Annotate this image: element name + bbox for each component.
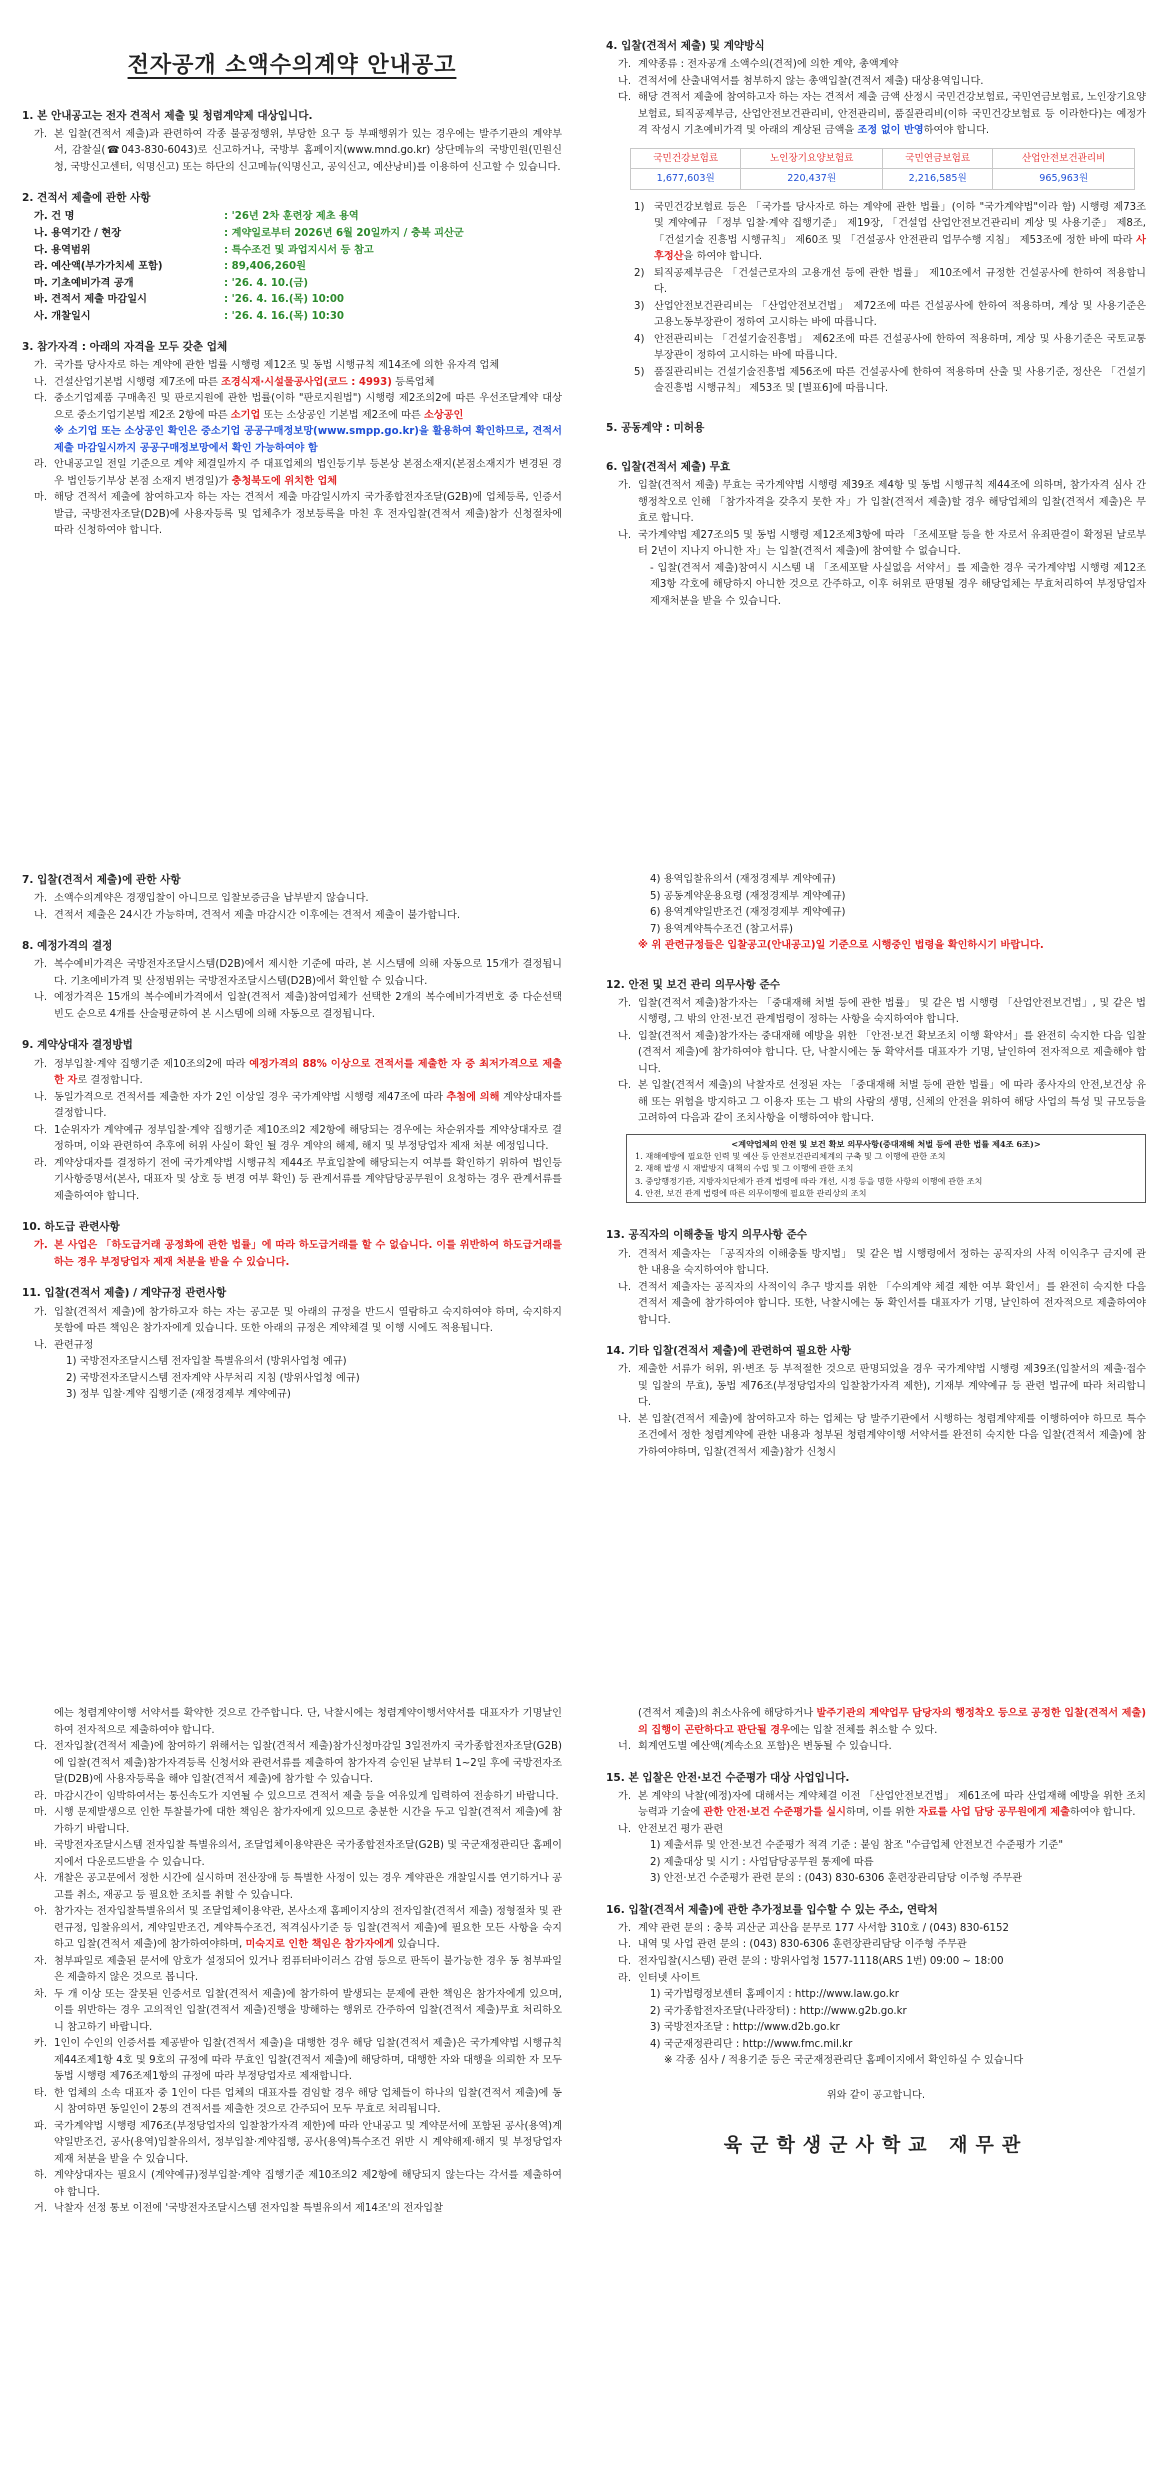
section-8-heading: 8. 예정가격의 결정 [22,940,113,953]
rates-header-cell: 국민연금보험료 [882,148,992,169]
section-9-item: 가. 정부입찰·계약 집행기준 제10조의2에 따라 예정가격의 88% 이상으로 견적서를 제출한 자 중 최저가격으로 제출한 자로 결정합니다. [34,1058,562,1087]
bid-info-row: 사. 개찰일시 : '26. 4. 16.(목) 10:30 [34,310,345,322]
section-13-heading: 13. 공직자의 이해충돌 방지 의무사항 준수 [606,1229,807,1242]
section-7-item: 가. 소액수의계약은 경쟁입찰이 아니므로 입찰보증금을 납부받지 않습니다. [34,893,369,905]
section-15-item: 가. 본 계약의 낙찰(예정)자에 대해서는 계약체결 이전 「산업안전보건법」 제61조에 따라 산업재해 예방을 위한 조치능력과 기술에 관한 안전·보건 수준평가를 실시하며, 이를 위한 자료를 사업 담당 공무원에게 제출하여야 합니다. [618,1790,1146,1819]
section-14-item: 가. 제출한 서류가 허위, 위·변조 등 부적절한 것으로 판명되었을 경우 국가계약법 시행령 제39조(입찰서의 제출·접수 및 입찰의 무효), 동법 제76조(부정당업자의 입찰참가자격 제한), 기재부 계약예규 등 관련 법규에 따라 처리합니다. [618,1364,1146,1409]
section-14-item: 거. 낙찰자 선정 통보 이전에 '국방전자조달시스템 전자입찰 특별유의서 제14조'의 전자입찰 [34,2203,443,2215]
bid-info-row: 다. 용역범위 : 특수조건 및 과업지시서 등 참고 [34,244,374,256]
page-5 [22,1706,562,2218]
section-4-item: 다. 해당 견적서 제출에 참여하고자 하는 자는 견적서 제출 금액 산정시 국민건강보험료, 국민연금보험료, 노인장기요양보험료, 퇴직공제부금, 산업안전보건관리비, 안전관리비, 품질관리비(이하 국민건강보험료 등 이라한다)는 예정가격 작성시 기초예비가격 및 아래의 계상된 금액을 조정 없이 반영하여야 합니다. [618,92,1146,137]
regulation-item: 6) 용역계약일반조건 (재정경제부 계약예규) [650,907,846,919]
safety-duty-box [626,1134,1146,1203]
bid-info-row: 바. 견적서 제출 마감일시 : '26. 4. 16.(목) 10:00 [34,294,345,306]
section-12-item: 나. 입찰(견적서 제출)참가자는 중대재해 예방을 위한 「안전·보건 확보조치 이행 확약서」를 완전히 숙지한 다음 입찰(견적서 제출)에 참가하여야 합니다. 단, 낙찰시에는 동 확약서를 대표자가 기명, 날인하여 전자적으로 제출해야 합니다. [618,1030,1146,1075]
section-16-heading: 16. 입찰(견적서 제출)에 관한 추가정보를 입수할 수 있는 주소, 연락처 [606,1903,938,1916]
regulation-item: 1) 국방전자조달시스템 전자입찰 특별유의서 (방위사업청 예규) [66,1356,347,1368]
section-6-note: - 입찰(견적서 제출)참여시 시스템 내 「조세포탈 사실없음 서약서」를 제출한 경우 국가계약법 시행령 제12조제3항 각호에 해당하지 아니한 것으로 간주하고, 이후 허위로 판명될 경우 해당업체는 무효처리하여 부정당업자 제재처분을 받을 수 있습니다. [650,562,1146,607]
regulation-item: 2) 국방전자조달시스템 전자계약 사무처리 지침 (방위사업청 예규) [66,1372,360,1384]
safety-box-item: 4. 안전, 보건 관계 법령에 따른 의무이행에 필요한 관리상의 조치 [635,1188,867,1199]
website-link[interactable]: 2) 국가종합전자조달(나라장터) : http://www.g2b.go.kr [650,2005,907,2017]
safety-box-item: 1. 재해예방에 필요한 인력 및 예산 등 안전보건관리체계의 구축 및 그 이행에 관한 조치 [635,1151,946,1162]
insurance-rates-table [630,148,1135,190]
section-13-item: 가. 견적서 제출자는 「공직자의 이해충돌 방지법」 및 같은 법 시행령에서 정하는 공직자의 사적 이익추구 금지에 관한 내용을 숙지하여야 합니다. [618,1248,1146,1277]
bid-info-row: 가. 건 명 : '26년 2차 훈련장 제초 용역 [34,211,359,223]
section-3-item: 라. 안내공고일 전일 기준으로 계약 체결일까지 주 대표업체의 법인등기부 등본상 본점소재지(본점소재지가 변경된 경우 법인등기부상 본점 소재지 변경일)가 충청북도에 위치한 업체 [34,459,562,487]
section-4-note: 4) 안전관리비는 「건설기술진흥법」 제62조에 따른 건설공사에 한하여 적용하며, 계상 및 사용기준은 국토교통부장관이 정하여 고시하는 바에 따릅니다. [634,333,1146,362]
section-9-item: 라. 계약상대자를 결정하기 전에 국가계약법 시행규칙 제44조 무효입찰에 해당되는지 여부를 확인하기 위하여 법인등기사항증명서(본사, 대표자 및 상호 등 변경 여부 확인) 등 관계서류를 계약담당공무원이 요청하는 경우 관계서류를 제출하여야 합니다. [34,1157,562,1202]
safety-eval-item: 3) 안전·보건 수준평가 관련 문의 : (043) 830-6306 훈련장관리담당 이주형 주무관 [650,1873,1022,1885]
section-16-item: 나. 내역 및 사업 관련 문의 : (043) 830-6306 훈련장관리담당 이주형 주무관 [618,1939,967,1951]
section-1-item: 가. 본 입찰(견적서 제출)과 관련하여 각종 불공정행위, 부당한 요구 등 부패행위가 있는 경우에는 발주기관의 계약부서, 감찰실(☎043-830-6043)로 신고하거나, 국방부 홈페이지(www.mnd.go.kr) 상단메뉴의 국방민원(민원신청, 국방신고센터, 익명신고) 또는 하단의 신고메뉴(익명신고, 공익신고, 예산낭비)를 이용하여 신고할 수 있습니다. [34,128,562,173]
section-11-item: 가. 입찰(견적서 제출)에 참가하고자 하는 자는 공고문 및 아래의 규정을 반드시 열람하고 숙지하여야 하며, 숙지하지 못함에 따른 책임은 참가자에게 있습니다. 또한 아래의 규정은 계약체결 및 이행 시에도 적용됩니다. [34,1306,562,1335]
section-9-heading: 9. 계약상대자 결정방법 [22,1039,133,1052]
section-1-heading: 1. 본 안내공고는 전자 견적서 제출 및 청렴계약제 대상입니다. [22,109,313,122]
section-5-heading: 5. 공동계약 : 미허용 [606,421,705,434]
signature: 육군학생군사학교 재무관 [723,2134,1029,2157]
rates-header-cell: 산업안전보건관리비 [993,148,1135,169]
page-3 [22,872,562,1404]
regulation-notice: ※ 위 관련규정들은 입찰공고(안내공고)일 기준으로 시행중인 법령을 확인하시기 바랍니다. [638,940,1044,952]
website-link[interactable]: 1) 국가법령정보센터 홈페이지 : http://www.law.go.kr [650,1989,899,2001]
page-1 [22,38,562,540]
document-title: 전자공개 소액수의계약 안내공고 [127,52,457,78]
safety-eval-item: 2) 제출대상 및 시기 : 사업담당공무원 통제에 따름 [650,1856,874,1868]
section-10-item: 가. 본 사업은 「하도급거래 공정화에 관한 법률」에 따라 하도급거래를 할 수 없습니다. 이를 위반하여 하도급거래를 하는 경우 부정당업자 제재 처분을 받을 수 있습니다. [34,1240,562,1268]
website-link[interactable]: 4) 국군재정관리단 : http://www.fmc.mil.kr [650,2038,853,2050]
section-13-item: 나. 견적서 제출자는 공직자의 사적이익 추구 방지를 위한 「수의계약 체결 제한 여부 확인서」를 완전히 숙지한 다음 견적서 제출에 참가하여야 합니다. 또한, 낙찰시에는 동 확인서를 대표자가 기명, 날인하여 전자적으로 제출하여야 합니다. [618,1281,1146,1326]
section-8-item: 나. 예정가격은 15개의 복수예비가격에서 입찰(견적서 제출)참여업체가 선택한 2개의 복수예비가격번호 중 다순선택 빈도 순으로 4개를 산술평균하여 본 시스템에 의해 자동으로 결정됩니다. [34,992,562,1020]
bid-info-row: 라. 예산액(부가가치세 포함) : 89,406,260원 [34,261,306,273]
section-4-heading: 4. 입찰(견적서 제출) 및 계약방식 [606,40,765,52]
section-14-item: 자. 첨부파일로 제출된 문서에 암호가 설정되어 있거나 컴퓨터바이러스 감염 등으로 판독이 불가능한 경우 동 첨부파일은 제출하지 않은 것으로 봅니다. [34,1955,562,1984]
section-2-heading: 2. 견적서 제출에 관한 사항 [22,192,151,205]
regulation-item: 5) 공동계약운용요령 (재정경제부 계약예규) [650,890,846,902]
section-4-item: 나. 견적서에 산출내역서를 첨부하지 않는 총액입찰(견적서 제출) 대상용역입니다. [618,75,984,87]
section-6-item: 가. 입찰(견적서 제출) 무효는 국가계약법 시행령 제39조 제4항 및 동법 시행규칙 제44조에 의하며, 참가자격 심사 간 행정착오로 인해 「참가자격을 갖추지 못한 자」가 입찰(견적서 제출)할 경우 해당업체의 입찰(견적서 제출)은 무효로 합니다. [618,480,1146,525]
rates-value-cell: 965,963원 [993,169,1135,190]
page-6 [606,1706,1146,2161]
website-note: ※ 각종 심사 / 적용기준 등은 국군재정관리단 홈페이지에서 확인하실 수 있습니다 [664,2055,1024,2067]
section-14-heading: 14. 기타 입찰(견적서 제출)에 관련하여 필요한 사항 [606,1345,852,1358]
section-12-heading: 12. 안전 및 보건 관리 의무사항 준수 [606,978,780,991]
section-11-heading: 11. 입찰(견적서 제출) / 계약규정 관련사항 [22,1287,227,1300]
website-link[interactable]: 3) 국방전자조달 : http://www.d2b.go.kr [650,2022,840,2034]
rates-value-cell: 220,437원 [741,169,883,190]
closing-statement: 위와 같이 공고합니다. [826,2089,926,2101]
section-12-item: 가. 입찰(견적서 제출)참가자는 「중대재해 처벌 등에 관한 법률」 및 같은 법 시행령 「산업안전보건법」, 및 같은 법 시행령, 그 밖의 안전·보건 관계법령이 정하는 사항을 숙지하여야 합니다. [618,997,1146,1026]
section-3-heading: 3. 참가자격 : 아래의 자격을 모두 갖춘 업체 [22,341,228,354]
section-14-item: 아. 참가자는 전자입찰특별유의서 및 조달업체이용약관, 본사소재 홈페이지상의 전자입찰(견적서 제출) 정형절차 및 관련규정, 입찰유의서, 계약일반조건, 계약특수조건, 적격심사기준 등 입찰(견적서 제출)에 필요한 모든 사항을 숙지하고 입찰(견적서 제출)에 참가하여야하며, 미숙지로 인한 책임은 참가자에게 있습니다. [34,1906,562,1951]
section-12-item: 다. 본 입찰(견적서 제출)의 낙찰자로 선정된 자는 「중대재해 처벌 등에 관한 법률」에 따라 종사자의 안전,보건상 유해 또는 위험을 방지하고 그 이용자 또는 그 밖의 사람의 생명, 신체의 안전을 위하여 해당 사업의 특성 및 규모등을 고려하여 다음과 같이 조치사항을 이행하여야 합니다. [618,1080,1146,1125]
bid-info-row: 나. 용역기간 / 현장 : 계약일로부터 2026년 6월 20일까지 / 충북 괴산군 [34,228,464,239]
section-15-heading: 15. 본 입찰은 안전·보건 수준평가 대상 사업입니다. [606,1771,850,1784]
section-7-heading: 7. 입찰(견적서 제출)에 관한 사항 [22,874,181,886]
section-14-item: 사. 개찰은 공고문에서 정한 시간에 실시하며 전산장애 등 특별한 사정이 있는 경우 계약관은 개찰일시를 연기하거나 공고를 취소, 재공고 등 필요한 조치를 취할 수 있습니다. [34,1873,562,1901]
section-16-item: 가. 계약 관련 문의 : 충북 괴산군 괴산읍 문무로 177 사서함 310호 / (043) 830-6152 [618,1922,1009,1934]
section-3-item: 나. 건설산업기본법 시행령 제7조에 따른 조경식재·시설물공사업(코드 : 4993) 등록업체 [34,376,435,388]
regulation-item: 3) 정부 입찰·계약 집행기준 (재정경제부 계약예규) [66,1389,291,1401]
section-15-item: 나. 안전보건 평가 관련 [618,1823,724,1835]
page-4 [606,872,1146,1461]
regulation-item: 4) 용역입찰유의서 (재정경제부 계약예규) [650,874,836,885]
section-14-item: 라. 마감시간이 임박하여서는 통신속도가 지연될 수 있으므로 견적서 제출 등을 여유있게 입력하여 전송하기 바랍니다. [34,1790,559,1802]
regulation-item: 7) 용역계약특수조건 (참고서류) [650,923,793,935]
section-6-item: 나. 국가계약법 제27조의5 및 동법 시행령 제12조제3항에 따라 「조세포탈 등을 한 자로서 유죄판결이 확정된 날로부터 2년이 지나지 아니한 자」는 입찰(견적서 제출)에 참여할 수 없습니다. [618,529,1146,558]
bid-info-row: 마. 기초예비가격 공개 : '26. 4. 10.(금) [34,277,309,289]
section-7-item: 나. 견적서 제출은 24시간 가능하며, 견적서 제출 마감시간 이후에는 견적서 제출이 불가합니다. [34,909,461,921]
section-14-item-continued: 에는 청렴계약이행 서약서를 확약한 것으로 간주합니다. 단, 낙찰시에는 청렴계약이행서약서를 대표자가 기명날인하여 전자적으로 제출하여야 합니다. [54,1708,562,1736]
rates-value-cell: 2,216,585원 [882,169,992,190]
section-10-heading: 10. 하도급 관련사항 [22,1221,120,1234]
section-14-item: 바. 국방전자조달시스템 전자입찰 특별유의서, 조달업체이용약관은 국가종합전자조달(G2B) 및 국군재정관리단 홈페이지에서 다운로드받을 수 있습니다. [34,1840,562,1868]
safety-box-item: 3. 중앙행정기관, 지방자치단체가 관계 법령에 따라 개선, 시정 등을 명한 사항의 이행에 관한 조치 [635,1175,983,1186]
section-14-item: 너. 회계연도별 예산액(계속소요 포함)은 변동될 수 있습니다. [618,1741,892,1753]
section-16-item: 라. 인터넷 사이트 [618,1972,701,1984]
section-4-note: 1) 국민건강보험료 등은 「국가를 당사자로 하는 계약에 관한 법률」(이하 "국가계약법"이라 함) 시행령 제73조 및 계약예규 「정부 입찰·계약 집행기준」 제19장, 「건설업 산업안전보건관리비 계상 및 사용기준」 제8조, 「건설기술 진흥법 시행규칙」 제60조 및 「건설공사 안전관리 업무수행 지침」 제53조에 정한 바에 따라 사후정산을 하여야 합니다. [634,201,1146,263]
section-4-note: 2) 퇴직공제부금은 「건설근로자의 고용개선 등에 관한 법률」 제10조에서 규정한 건설공사에 한하여 적용합니다. [634,267,1146,296]
safety-eval-item: 1) 제출서류 및 안전·보건 수준평가 적격 기준 : 붙임 참조 "수급업체 안전보건 수준평가 기준" [650,1840,1064,1852]
section-3-item: 가. 국가를 당사자로 하는 계약에 관한 법률 시행령 제12조 및 동법 시행규칙 제14조에 의한 유자격 업체 [34,360,500,372]
section-6-heading: 6. 입찰(견적서 제출) 무효 [606,461,731,474]
section-14-item: 마. 시행 문제발생으로 인한 투찰불가에 대한 책임은 참가자에게 있으므로 충분한 시간을 두고 입찰(견적서 제출)에 참가하기 바랍니다. [34,1807,562,1835]
rates-header-cell: 노인장기요양보험료 [741,148,883,169]
section-16-item: 다. 전자입찰(시스템) 관련 문의 : 방위사업청 1577-1118(ARS 1번) 09:00 ~ 18:00 [618,1955,1004,1967]
section-3-item: 다. 중소기업제품 구매촉진 및 판로지원에 관한 법률(이하 "판로지원법") 시행령 제2조의2에 따른 우선조달계약 대상으로 중소기업기본법 제2조 2항에 따른 소기업 또는 소상공인 기본법 제2조에 따른 소상공인 [34,393,562,421]
section-4-note: 5) 품질관리비는 건설기술진흥법 제56조에 따른 건설공사에 한하여 적용하며 산출 및 사용기준, 정산은 「건설기술진흥법 시행규칙」 제53조 및 [별표6]에 따릅니다. [634,366,1146,395]
section-4-note: 3) 산업안전보건관리비는 「산업안전보건법」 제72조에 따른 건설공사에 한하여 적용하며, 계상 및 사용기준은 고용노동부장관이 정하여 고시하는 바에 따릅니다. [634,300,1146,329]
section-9-item: 나. 동일가격으로 견적서를 제출한 자가 2인 이상일 경우 국가계약법 시행령 제47조에 따라 추첨에 의해 계약상대자를 결정합니다. [34,1091,562,1120]
section-14-item: 타. 한 업체의 소속 대표자 중 1인이 다른 업체의 대표자를 겸임할 경우 해당 업체들이 하나의 입찰(견적서 제출)에 동시 참여하면 동일인이 2통의 견적서를 제출한 것으로 간주되어 모두 무효로 처리됩니다. [34,2087,562,2116]
section-8-item: 가. 복수예비가격은 국방전자조달시스템(D2B)에서 제시한 기준에 따라, 본 시스템에 의해 자동으로 15개가 결정됩니다. 기초예비가격 및 산정범위는 국방전자조달시스템(D2B)에서 확인할 수 있습니다. [34,959,562,987]
section-14-item: 하. 계약상대자는 필요시 (계약예규)정부입찰·계약 집행기준 제10조의2 제2항에 해당되지 않는다는 각서를 제출하여야 합니다. [34,2170,562,2198]
page-2 [606,38,1146,610]
section-4-item: 가. 계약종류 : 전자공개 소액수의(견적)에 의한 계약, 총액계약 [618,59,899,71]
section-14-item: 카. 1인이 수인의 인증서를 제공받아 입찰(견적서 제출)을 대행한 경우 해당 입찰(견적서 제출)은 국가계약법 시행규칙 제44조제1항 4호 및 9호의 규정에 따라 무효인 입찰(견적서 제출)에 해당하며, 대행한 자와 대행을 의뢰한 자 모두 동법 시행령 제76조제1항의 규정에 따라 부정당업자로 제재합니다. [34,2038,562,2083]
section-11-item: 나. 관련규정 [34,1339,94,1351]
section-14-item-continued: (견적서 제출)의 취소사유에 해당하거나 발주기관의 계약업무 담당자의 행정착오 등으로 공정한 입찰(견적서 제출)의 집행이 곤란하다고 판단될 경우에는 입찰 전체를 취소할 수 있다. [638,1708,1147,1736]
section-3-item: 마. 해당 견적서 제출에 참여하고자 하는 자는 견적서 제출 마감일시까지 국가종합전자조달(G2B)에 업체등록, 인증서 발급, 국방전자조달(D2B)에 사용자등록 및 업체추가 정보등록을 마친 후 전자입찰(견적서 제출)참가 신청절차에 따라 신청하여야 합니다. [34,492,562,537]
safety-box-title: <계약업체의 안전 및 보건 확보 의무사항(중대재해 처벌 등에 관한 법률 제4조 6조)> [731,1138,1041,1149]
section-14-item: 차. 두 개 이상 또는 잘못된 인증서로 입찰(견적서 제출)에 참가하여 발생되는 문제에 관한 책임은 참가자에게 있으며, 이를 위반하는 경우 고의적인 입찰(견적서 제출)진행을 방해하는 행위로 간주하여 입찰(견적서 제출)무효 처리하오니 참고하기 바랍니다. [34,1988,562,2033]
rates-value-cell: 1,677,603원 [631,169,741,190]
safety-box-item: 2. 재해 발생 시 재발방지 대책의 수립 및 그 이행에 관한 조치 [635,1163,854,1174]
section-9-item: 다. 1순위자가 계약예규 정부입찰·계약 집행기준 제10조의2 제2항에 해당되는 경우에는 차순위자를 계약상대자로 결정하며, 이와 관련하여 추후에 허위 사실이 확인 될 경우 계약의 해제, 해지 및 부정당업자 제재 처분 예정입니다. [34,1124,562,1153]
rates-header-cell: 국민건강보험료 [631,148,741,169]
section-14-item: 다. 전자입찰(견적서 제출)에 참여하기 위해서는 입찰(견적서 제출)참가신청마감일 3일전까지 국가종합전자조달(G2B)에 입찰(견적서 제출)참가자격등록 신청서와 관련서류를 제출하여 참가자격 승인된 날부터 1~2일 후에 국방전자조달(D2B)에 사용자등록을 해야 입찰(견적서 제출)에 참가할 수 있습니다. [34,1741,562,1786]
section-14-item: 파. 국가계약법 시행령 제76조(부정당업자의 입찰참가자격 제한)에 따라 안내공고 및 계약문서에 포함된 공사(용역)계약일반조건, 공사(용역)입찰유의서, 정부입찰·계약집행, 공사(용역)특수조건 위반 시 계약해제·해지 및 부정당업자 제재 처분을 받을 수 있습니다. [34,2120,562,2165]
sme-notice: ※ 소기업 또는 소상공인 확인은 중소기업 공공구매정보망(www.smpp.go.kr)을 활용하여 확인하므로, 견적서 제출 마감일시까지 공공구매정보망에서 확인 가능하여야 함 [54,426,562,454]
section-14-item: 나. 본 입찰(견적서 제출)에 참여하고자 하는 업체는 당 발주기관에서 시행하는 청렴계약제를 이행하여야 하므로 특수조건에서 정한 청렴계약에 관한 내용과 청부된 청렴계약이행 서약서를 완전히 숙지한 다음 입찰(견적서 제출)에 참가하여야하며, 입찰(견적서 제출)참가 신청시 [618,1413,1146,1458]
